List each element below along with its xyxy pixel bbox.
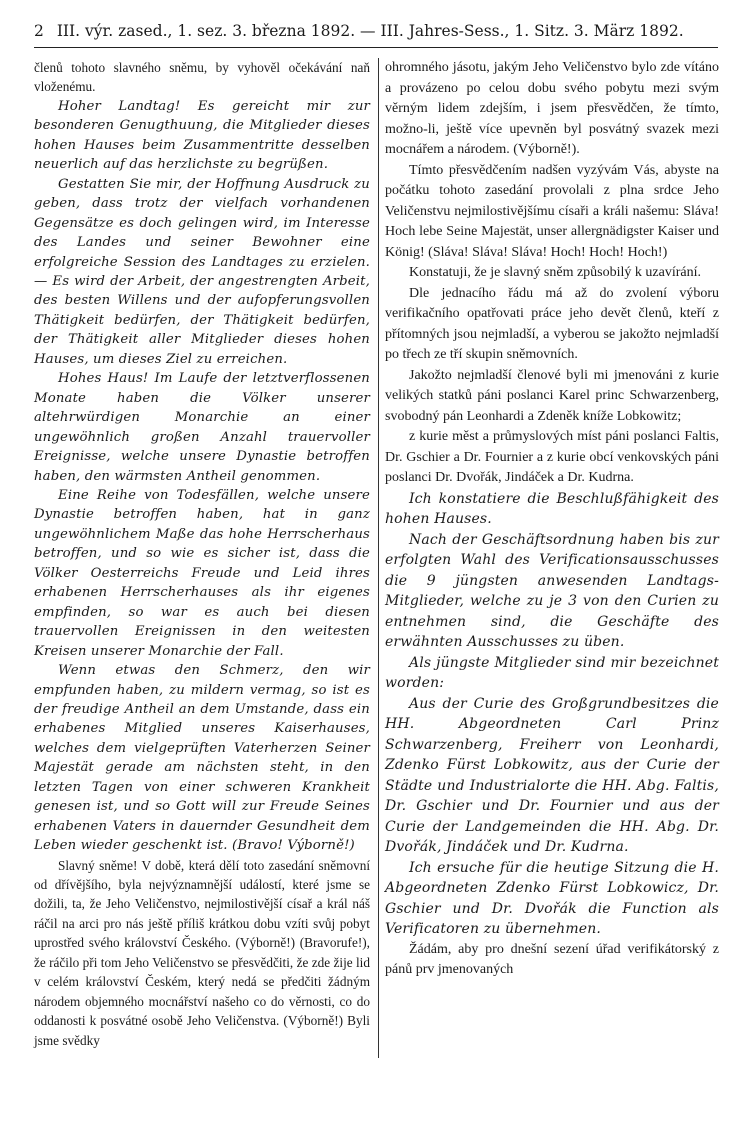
right-column	[385, 58, 719, 981]
paragraph: Slavný sněme! V době, která dělí toto zasedání sněmovní od dřívějšího, byla nejvýznamnější událostí, které jsme se dožili, ta, že Jeho Veličenstvo, nejmilostivější císař a král náš ráčil na arci pro nás ještě příliš krátkou dobu vzíti svůj pobyt uprostřed svého království Českého. (Výborně!) (Bravorufe!), že ráčilo při tom Jeho Veličenstvo se přesvědčiti, že zde žije lid v celém království Českém, který nedá se předčiti žádným národem objemného mocnářství našeho co do věrnosti, co do oddanosti k posvátné osobě Jeho Veličenstva. (Výborně!) Byli jsme svědky	[34, 857, 370, 1048]
header-rule	[34, 47, 718, 48]
paragraph: z kurie měst a průmyslových míst páni poslanci Faltis, Dr. Gschier a Dr. Fournier a z kurie obcí venkovských páni poslanci Dr. Dvořák, Jindáček a Dr. Kudrna.	[385, 429, 719, 485]
paragraph: ohromného jásotu, jakým Jeho Veličenstvo bylo zde vítáno a provázeno po celou dobu svého pobytu mezi svým věrným lidem zdejším, i jsem přesvědčen, že tímto, možno-li, ještě více upevněn byl posvátný svazek mezi mocnářem a národem. (Výborně!).	[385, 60, 719, 157]
paragraph: Ich ersuche für die heutige Sitzung die H. Abgeordneten Zdenko Fürst Lobkowicz, Dr. Gschier und Dr. Dvořák die Function als Verificatoren zu übernehmen.	[385, 859, 719, 937]
paragraph: Konstatuji, že je slavný sněm způsobilý k uzavírání.	[409, 265, 701, 280]
paragraph: Eine Reihe von Todesfällen, welche unsere Dynastie betroffen haben, hat in ganz ungewöhnlichem Maße das hohe Herrscherhaus betroffen, und so wie es sicher ist, dass die Völker Oesterreichs Freude und Leid ihres erhabenen Herrscherhauses als ihr eigenes empfinden, so war es auch bei diesen trauervollen Ereignissen in den weitesten Kreisen unserer Monarchie der Fall.	[34, 487, 370, 659]
left-column	[34, 58, 370, 1050]
paragraph: Ich konstatiere die Beschlußfähigkeit des hohen Hauses.	[385, 490, 719, 527]
paragraph: Als jüngste Mitglieder sind mir bezeichnet worden:	[385, 654, 719, 691]
paragraph: Tímto přesvědčením nadšen vyzývám Vás, abyste na počátku tohoto zasedání provolali z plna srdce Jeho Veličenstvu nejmilostivějšímu císaři a králi našemu: Sláva! Hoch lebe Seine Majestät, unser allergnädigster Kaiser und König! (Sláva! Sláva! Sláva! Hoch! Hoch! Hoch!)	[385, 162, 719, 260]
column-divider	[378, 58, 379, 1058]
running-title: III. výr. zased., 1. sez. 3. března 1892. — III. Jahres-Sess., 1. Sitz. 3. März 1892.	[56, 22, 684, 40]
paragraph: Nach der Geschäftsordnung haben bis zur erfolgten Wahl des Verificationsausschusses die 9 jüngsten anwesenden Landtags-Mitglieder, welche zu je 3 von den Curien zu entnehmen sind, die Geschäfte des erwähnten Ausschusses zu üben.	[385, 531, 719, 650]
paragraph: členů tohoto slavného sněmu, by vyhověl očekávání naň vloženému.	[34, 60, 370, 95]
paragraph: Wenn etwas den Schmerz, den wir empfunden haben, zu mildern vermag, so ist es der freudige Antheil an dem Umstande, dass ein erhabenes Mitglied unseres Kaiserhauses, welches dem vielgeprüften Vaterherzen Seiner Majestät gerade am nächsten steht, in den letzten Tagen von einer schweren Krankheit genesen ist, und so Gott will zur Freude Seines erhabenen Vaters in dauernder Gesundheit dem Leben wieder geschenkt ist. (Bravo! Výborně!)	[34, 663, 370, 854]
paragraph: Dle jednacího řádu má až do zvolení výboru verifikačního opatřovati práce jeho devět členů, kteří z přítomných jsou nejmladší, a vyberou se jakožto nejmladší po třech ze tří skupin sněmovních.	[385, 285, 719, 362]
paragraph: Hohes Haus! Im Laufe der letztverflossenen Monate haben die Völker unserer altehrwürdigen Monarchie an einer ungewöhnlich großen Anzahl trauervoller Ereignisse, welche unsere Dynastie betroffen haben, den wärmsten Antheil genommen.	[34, 371, 370, 484]
page-header	[34, 20, 718, 42]
paragraph: Gestatten Sie mir, der Hoffnung Ausdruck zu geben, dass trotz der vielfach vorhandenen Gegensätze es doch gelingen wird, im Interesse des Landes und seiner Bewohner eine erfolgreiche Session des Landtages zu erzielen. — Es wird der Arbeit, der angestrengten Arbeit, des besten Willens und der aufopferungsvollen Thätigkeit bedürfen, der Thätigkeit bedürfen, der Thätigkeit aller Mitglieder dieses hohen Hauses, um dieses Ziel zu erreichen.	[34, 176, 370, 367]
paragraph: Aus der Curie des Großgrundbesitzes die HH. Abgeordneten Carl Prinz Schwarzenberg, Freiherr von Leonhardi, Zdenko Fürst Lobkowitz, aus der Curie der Städte und Industrialorte die HH. Abg. Faltis, Dr. Gschier und Dr. Fournier und aus der Curie der Landgemeinden die HH. Abg. Dr. Dvořák, Jindáček und Dr. Kudrna.	[385, 695, 719, 855]
page-number: 2	[34, 22, 44, 40]
paragraph: Hoher Landtag! Es gereicht mir zur besonderen Genugthuung, die Mitglieder dieses hohen Hauses beim Zusammentritte desselben neuerlich auf das herzlichste zu begrüßen.	[34, 98, 370, 173]
paragraph: Žádám, aby pro dnešní sezení úřad verifikátorský z pánů prv jmenovaných	[385, 941, 719, 977]
paragraph: Jakožto nejmladší členové byli mi jmenováni z kurie velikých statků páni poslanci Karel princ Schwarzenberg, svobodný pán Leonhardi a Zdeněk kníže Lobkowitz;	[385, 367, 719, 424]
